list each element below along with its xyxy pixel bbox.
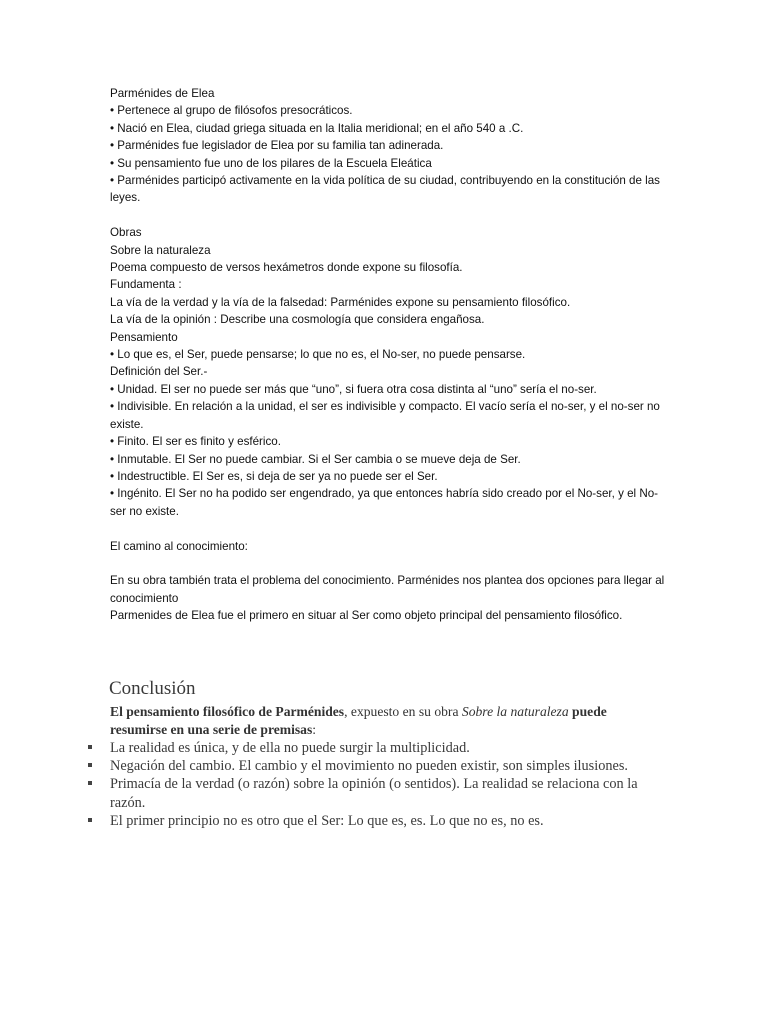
bullet-item: • Pertenece al grupo de filósofos presocráticos. bbox=[110, 104, 353, 118]
via-opinion-text: La vía de la opinión : Describe una cosmología que considera engañosa. bbox=[110, 313, 485, 327]
definicion-item: • Indestructible. El Ser es, si deja de ser ya no puede ser el Ser. bbox=[110, 469, 438, 483]
bullet-item: • Nació en Elea, ciudad griega situada en la Italia meridional; en el año 540 a .C. bbox=[110, 121, 524, 135]
section-title: Parménides de Elea bbox=[110, 87, 215, 100]
square-bullet-icon bbox=[88, 763, 92, 767]
work-title: Sobre la naturaleza bbox=[110, 243, 211, 257]
square-bullet-icon bbox=[88, 781, 92, 785]
square-bullet-icon bbox=[88, 818, 92, 822]
definicion-item: • Ingénito. El Ser no ha podido ser engendrado, ya que entonces habría sido creado por el No-ser, y el No-ser no existe. bbox=[110, 487, 659, 518]
bullet-item: • Parménides fue legislador de Elea por su familia tan adinerada. bbox=[110, 139, 444, 153]
conclusion-item-text: Negación del cambio. El cambio y el movimiento no pueden existir, son simples ilusiones. bbox=[110, 758, 628, 775]
definicion-item: • Finito. El ser es finito y esférico. bbox=[110, 435, 281, 449]
conclusion-item-text: Primacía de la verdad (o razón) sobre la opinión (o sentidos). La realidad se relaciona con la razón. bbox=[110, 776, 638, 811]
conclusion-item-text: El primer principio no es otro que el Ser: Lo que es, es. Lo que no es, no es. bbox=[110, 812, 544, 829]
conclusion-item bbox=[86, 812, 666, 830]
pensamiento-text: • Lo que es, el Ser, puede pensarse; lo que no es, el No-ser, no puede pensarse. bbox=[110, 348, 526, 362]
camino-heading: El camino al conocimiento: bbox=[110, 539, 248, 553]
fundamenta-label: Fundamenta : bbox=[110, 278, 182, 292]
intro-italic-text: Sobre la naturaleza bbox=[461, 704, 569, 719]
main-text-block bbox=[110, 85, 670, 625]
intro-plain-text: , expuesto en su obra bbox=[344, 704, 462, 719]
conclusion-item bbox=[86, 757, 666, 775]
via-verdad-text: La vía de la verdad y la vía de la falsedad: Parménides expone su pensamiento filosófico. bbox=[110, 295, 571, 309]
conclusion-intro bbox=[110, 703, 630, 738]
conclusion-item bbox=[86, 775, 666, 811]
intro-bold-text: puede resumirse en una serie de premisas bbox=[110, 704, 607, 737]
camino-paragraph: En su obra también trata el problema del conocimiento. Parménides nos plantea dos opciones para llegar al conocimiento bbox=[110, 574, 665, 605]
intro-plain-text: : bbox=[312, 721, 317, 737]
pensamiento-label: Pensamiento bbox=[110, 330, 178, 344]
definicion-item: • Indivisible. En relación a la unidad, el ser es indivisible y compacto. El vacío sería el no-ser, y el no-ser no existe. bbox=[110, 400, 660, 431]
square-bullet-icon bbox=[88, 745, 92, 749]
conclusion-item bbox=[86, 739, 666, 757]
definicion-label: Definición del Ser.- bbox=[110, 365, 208, 379]
obras-heading: Obras bbox=[110, 226, 142, 240]
conclusion-list bbox=[86, 739, 666, 830]
intro-bold-text: El pensamiento filosófico de Parménides bbox=[110, 704, 345, 719]
definicion-item: • Inmutable. El Ser no puede cambiar. Si el Ser cambia o se mueve deja de Ser. bbox=[110, 452, 521, 466]
definicion-item: • Unidad. El ser no puede ser más que “uno”, si fuera otra cosa distinta al “uno” sería el no-ser. bbox=[110, 382, 597, 396]
bullet-item: • Su pensamiento fue uno de los pilares de la Escuela Eleática bbox=[110, 156, 432, 170]
conclusion-item-text: La realidad es única, y de ella no puede surgir la multiplicidad. bbox=[110, 740, 470, 756]
conclusion-title: Conclusión bbox=[109, 678, 196, 699]
camino-paragraph: Parmenides de Elea fue el primero en situar al Ser como objeto principal del pensamiento filosófico. bbox=[110, 609, 623, 623]
bullet-item: • Parménides participó activamente en la vida política de su ciudad, contribuyendo en la constitución de las leyes. bbox=[110, 174, 660, 205]
work-description: Poema compuesto de versos hexámetros donde expone su filosofía. bbox=[110, 261, 463, 275]
